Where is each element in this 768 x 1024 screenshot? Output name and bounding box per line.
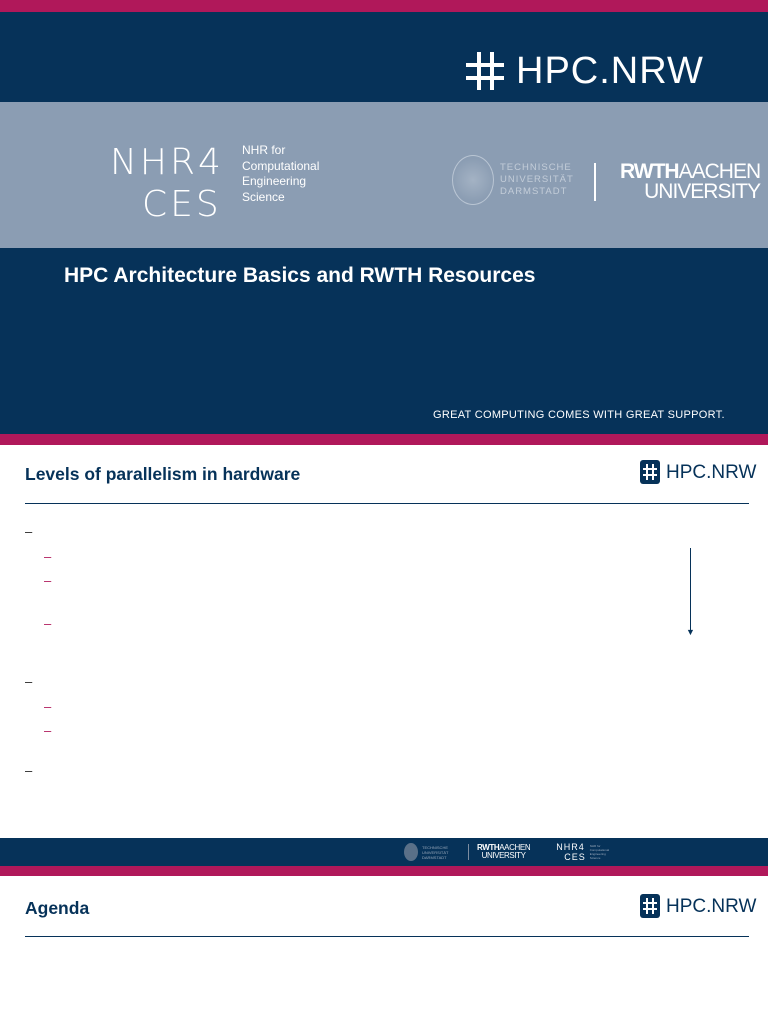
footer-nhr-subtitle-line: NHR for: [589, 844, 601, 848]
footer-nhr-subtitle-line: Engineering: [589, 852, 606, 856]
tu-darmstadt-seal-icon: [452, 155, 494, 205]
footer-tud-line: DARMSTADT: [422, 854, 447, 860]
arrow-down-icon: ▼: [686, 627, 695, 637]
bullet-marker: –: [25, 674, 33, 689]
slide2-title-rule: [25, 503, 749, 504]
tu-darmstadt-logo: [452, 155, 574, 205]
footer-rwth-light: AACHEN: [499, 843, 531, 852]
hash-icon: [466, 52, 504, 90]
nhr-subtitle-line: Engineering: [242, 174, 307, 188]
hpc-nrw-logo-text: HPC.NRW: [666, 461, 757, 483]
rwth-aachen-logo: [620, 162, 760, 202]
logo-divider: [594, 163, 596, 201]
footer-nhr-line1: NHR4: [556, 842, 585, 852]
down-arrow-line: [690, 548, 691, 630]
tu-darmstadt-logo-text: [500, 162, 574, 198]
title-slide-top-bar: [0, 0, 768, 12]
title-slide-title: HPC Architecture Basics and RWTH Resources: [64, 264, 536, 287]
hash-icon: [640, 894, 660, 918]
sub-bullet-marker: –: [44, 723, 52, 738]
tu-darmstadt-seal-icon: [404, 843, 418, 861]
slide2-footer-logos: [404, 842, 614, 862]
sub-bullet-marker: –: [44, 573, 52, 588]
title-slide-bottom-bar: [0, 434, 768, 445]
rwth-logo-light: AACHEN: [678, 160, 761, 183]
tud-text-line: UNIVERSITÄT: [500, 174, 574, 185]
slide3-title: Agenda: [25, 898, 90, 918]
bullet-marker: –: [25, 524, 33, 539]
rwth-logo-line2: UNIVERSITY: [644, 180, 761, 203]
slide2-hpc-nrw-logo: [640, 460, 756, 484]
footer-rwth-bold: RWTH: [477, 843, 500, 852]
nhr4ces-logo: [110, 142, 224, 225]
sub-bullet-marker: –: [44, 616, 52, 631]
footer-nhr-subtitle-line: Computational: [589, 848, 610, 852]
footer-nhr-subtitle-line: Science: [589, 856, 601, 860]
slide2-title: Levels of parallelism in hardware: [25, 464, 301, 484]
hpc-nrw-logo: [466, 52, 704, 90]
title-slide-tagline: GREAT COMPUTING COMES WITH GREAT SUPPORT.: [433, 409, 725, 421]
nhr-subtitle-line: NHR for: [242, 143, 286, 157]
sub-bullet-marker: –: [44, 549, 52, 564]
nhr4ces-logo-subtitle: [242, 143, 319, 205]
footer-tud-line: TECHNISCHE: [422, 844, 449, 850]
rwth-logo-bold: RWTH: [620, 160, 679, 183]
footer-rwth-logo: [477, 844, 530, 860]
footer-nhr-line2: CES: [564, 852, 586, 862]
footer-nhr-subtitle: [590, 844, 614, 860]
tud-text-line: DARMSTADT: [500, 186, 568, 197]
footer-tud-text: [422, 845, 462, 860]
nhr4ces-logo-line2: CES: [142, 184, 222, 225]
hpc-nrw-logo-text: HPC.NRW: [666, 895, 757, 917]
nhr-subtitle-line: Science: [242, 189, 285, 204]
nhr4ces-logo-line1: NHR4: [110, 142, 224, 183]
footer-logo-divider: [468, 844, 469, 860]
tud-text-line: TECHNISCHE: [500, 162, 572, 173]
hpc-nrw-logo-text: HPC.NRW: [516, 50, 704, 92]
hash-icon: [640, 460, 660, 484]
bullet-marker: –: [25, 763, 33, 778]
footer-nhr4ces-logo: [556, 842, 586, 862]
slide2-bottom-bar: [0, 866, 768, 876]
slide3-hpc-nrw-logo: [640, 894, 756, 918]
slide3-title-rule: [25, 936, 749, 937]
slide2-footer-bar: [0, 838, 768, 866]
footer-rwth-line2: UNIVERSITY: [481, 851, 526, 860]
sub-bullet-marker: –: [44, 699, 52, 714]
nhr-subtitle-line: Computational: [242, 158, 320, 173]
footer-tud-line: UNIVERSITÄT: [422, 849, 449, 855]
